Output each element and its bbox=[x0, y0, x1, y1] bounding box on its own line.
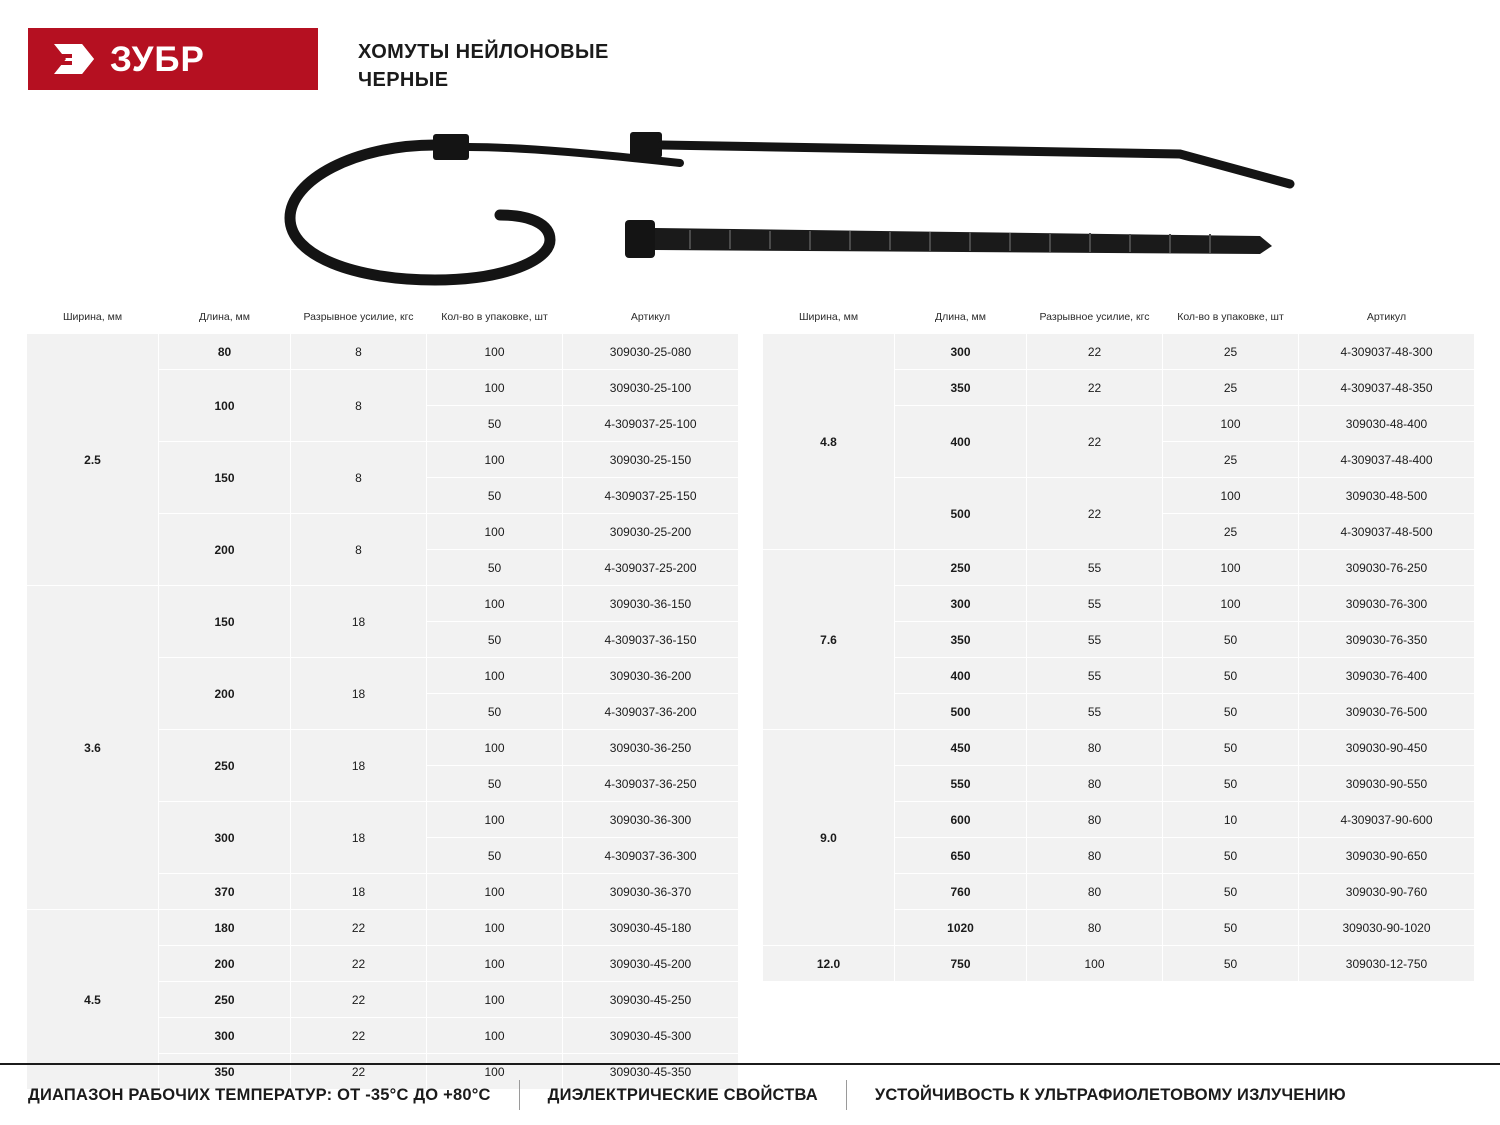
cell-qty: 50 bbox=[427, 838, 563, 874]
cell-article: 309030-90-450 bbox=[1299, 730, 1475, 766]
cell-article: 309030-36-250 bbox=[563, 730, 739, 766]
cell-force: 80 bbox=[1027, 874, 1163, 910]
cell-article: 4-309037-25-100 bbox=[563, 406, 739, 442]
cell-force: 18 bbox=[291, 658, 427, 730]
cell-force: 22 bbox=[291, 1054, 427, 1090]
cell-force: 18 bbox=[291, 802, 427, 874]
cell-article: 309030-48-500 bbox=[1299, 478, 1475, 514]
cable-tie-ribbed bbox=[625, 220, 1272, 258]
cell-qty: 100 bbox=[1163, 478, 1299, 514]
cell-length: 250 bbox=[159, 730, 291, 802]
cell-qty: 100 bbox=[427, 982, 563, 1018]
cell-article: 309030-45-180 bbox=[563, 910, 739, 946]
cell-qty: 50 bbox=[1163, 730, 1299, 766]
cell-width: 12.0 bbox=[763, 946, 895, 982]
cell-article: 4-309037-36-200 bbox=[563, 694, 739, 730]
cable-tie-looped bbox=[290, 134, 680, 280]
spec-table-right-body bbox=[763, 334, 1475, 982]
cell-length: 550 bbox=[895, 766, 1027, 802]
cell-article: 309030-76-300 bbox=[1299, 586, 1475, 622]
cell-length: 180 bbox=[159, 910, 291, 946]
cell-length: 350 bbox=[159, 1054, 291, 1090]
cell-length: 500 bbox=[895, 478, 1027, 550]
cell-length: 370 bbox=[159, 874, 291, 910]
footer-item-temperature: ДИАПАЗОН РАБОЧИХ ТЕМПЕРАТУР: ОТ -35°С ДО +80°С bbox=[28, 1085, 491, 1104]
cell-length: 350 bbox=[895, 370, 1027, 406]
cell-force: 22 bbox=[1027, 478, 1163, 550]
cell-article: 309030-36-300 bbox=[563, 802, 739, 838]
cell-article: 309030-76-500 bbox=[1299, 694, 1475, 730]
cell-length: 100 bbox=[159, 370, 291, 442]
cell-article: 4-309037-48-500 bbox=[1299, 514, 1475, 550]
cell-length: 300 bbox=[895, 586, 1027, 622]
cell-article: 309030-25-080 bbox=[563, 334, 739, 370]
col-header-article: Артикул bbox=[1299, 305, 1475, 334]
cell-qty: 100 bbox=[427, 802, 563, 838]
page-title-line-2: ЧЕРНЫЕ bbox=[358, 69, 449, 92]
cell-force: 55 bbox=[1027, 550, 1163, 586]
zubr-arrow-icon bbox=[52, 40, 96, 78]
cell-article: 4-309037-36-250 bbox=[563, 766, 739, 802]
spec-table-right bbox=[762, 305, 1475, 982]
cell-qty: 100 bbox=[427, 1018, 563, 1054]
cell-length: 300 bbox=[159, 1018, 291, 1054]
cell-length: 200 bbox=[159, 514, 291, 586]
cell-force: 55 bbox=[1027, 586, 1163, 622]
cell-qty: 50 bbox=[1163, 766, 1299, 802]
cell-length: 450 bbox=[895, 730, 1027, 766]
cell-article: 309030-90-1020 bbox=[1299, 910, 1475, 946]
cell-length: 300 bbox=[895, 334, 1027, 370]
cell-qty: 50 bbox=[1163, 946, 1299, 982]
cell-length: 500 bbox=[895, 694, 1027, 730]
cell-article: 309030-36-200 bbox=[563, 658, 739, 694]
cell-length: 350 bbox=[895, 622, 1027, 658]
cell-qty: 25 bbox=[1163, 514, 1299, 550]
cell-width: 4.5 bbox=[27, 910, 159, 1090]
cell-article: 4-309037-36-150 bbox=[563, 622, 739, 658]
cell-qty: 50 bbox=[1163, 838, 1299, 874]
spec-table-left-body bbox=[27, 334, 739, 1090]
cell-article: 309030-90-550 bbox=[1299, 766, 1475, 802]
cell-length: 400 bbox=[895, 658, 1027, 694]
cell-qty: 50 bbox=[1163, 874, 1299, 910]
col-header-length: Длина, мм bbox=[895, 305, 1027, 334]
cell-force: 80 bbox=[1027, 838, 1163, 874]
cell-article: 309030-76-250 bbox=[1299, 550, 1475, 586]
cell-qty: 100 bbox=[427, 658, 563, 694]
cell-force: 80 bbox=[1027, 910, 1163, 946]
table-row bbox=[27, 586, 739, 622]
cell-qty: 50 bbox=[1163, 622, 1299, 658]
page-title-line-1: ХОМУТЫ НЕЙЛОНОВЫЕ bbox=[358, 41, 609, 63]
cell-article: 4-309037-25-200 bbox=[563, 550, 739, 586]
cell-qty: 100 bbox=[1163, 586, 1299, 622]
cell-article: 4-309037-48-400 bbox=[1299, 442, 1475, 478]
cell-qty: 50 bbox=[1163, 910, 1299, 946]
brand-logo bbox=[28, 28, 318, 90]
cell-width: 2.5 bbox=[27, 334, 159, 586]
cell-article: 309030-45-250 bbox=[563, 982, 739, 1018]
cell-article: 4-309037-48-350 bbox=[1299, 370, 1475, 406]
cable-tie-long bbox=[630, 132, 1290, 184]
table-row bbox=[27, 910, 739, 946]
cell-length: 200 bbox=[159, 946, 291, 982]
brand-name: ЗУБР bbox=[110, 39, 205, 79]
table-header-row bbox=[763, 305, 1475, 334]
cell-length: 80 bbox=[159, 334, 291, 370]
cell-article: 309030-45-350 bbox=[563, 1054, 739, 1090]
cell-article: 309030-90-760 bbox=[1299, 874, 1475, 910]
cell-force: 22 bbox=[291, 982, 427, 1018]
cell-qty: 100 bbox=[427, 946, 563, 982]
cell-article: 4-309037-36-300 bbox=[563, 838, 739, 874]
cell-force: 18 bbox=[291, 874, 427, 910]
footer-item-dielectric: ДИЭЛЕКТРИЧЕСКИЕ СВОЙСТВА bbox=[547, 1085, 818, 1104]
cell-qty: 100 bbox=[1163, 550, 1299, 586]
cell-qty: 50 bbox=[1163, 694, 1299, 730]
cell-article: 309030-36-370 bbox=[563, 874, 739, 910]
cell-qty: 50 bbox=[427, 478, 563, 514]
cell-article: 309030-76-400 bbox=[1299, 658, 1475, 694]
cell-article: 309030-76-350 bbox=[1299, 622, 1475, 658]
col-header-force: Разрывное усилие, кгс bbox=[291, 305, 427, 334]
cell-force: 18 bbox=[291, 586, 427, 658]
col-header-qty: Кол-во в упаковке, шт bbox=[427, 305, 563, 334]
table-row bbox=[763, 334, 1475, 370]
cell-article: 309030-45-200 bbox=[563, 946, 739, 982]
cell-length: 150 bbox=[159, 442, 291, 514]
cell-force: 22 bbox=[291, 946, 427, 982]
cell-force: 8 bbox=[291, 514, 427, 586]
cell-qty: 100 bbox=[427, 514, 563, 550]
cell-qty: 50 bbox=[427, 550, 563, 586]
cell-length: 200 bbox=[159, 658, 291, 730]
cell-force: 8 bbox=[291, 370, 427, 442]
cell-force: 22 bbox=[1027, 334, 1163, 370]
cell-article: 309030-25-200 bbox=[563, 514, 739, 550]
cell-length: 400 bbox=[895, 406, 1027, 478]
cell-length: 600 bbox=[895, 802, 1027, 838]
cell-length: 300 bbox=[159, 802, 291, 874]
cell-article: 309030-36-150 bbox=[563, 586, 739, 622]
cell-force: 22 bbox=[1027, 406, 1163, 478]
col-header-length: Длина, мм bbox=[159, 305, 291, 334]
cell-qty: 100 bbox=[427, 442, 563, 478]
cell-article: 309030-90-650 bbox=[1299, 838, 1475, 874]
cell-width: 9.0 bbox=[763, 730, 895, 946]
col-header-force: Разрывное усилие, кгс bbox=[1027, 305, 1163, 334]
cell-qty: 50 bbox=[427, 766, 563, 802]
cell-length: 150 bbox=[159, 586, 291, 658]
cell-length: 250 bbox=[895, 550, 1027, 586]
cell-force: 55 bbox=[1027, 694, 1163, 730]
table-header-row bbox=[27, 305, 739, 334]
cell-force: 8 bbox=[291, 334, 427, 370]
cell-article: 4-309037-25-150 bbox=[563, 478, 739, 514]
cell-article: 309030-48-400 bbox=[1299, 406, 1475, 442]
col-header-width: Ширина, мм bbox=[27, 305, 159, 334]
cell-force: 22 bbox=[291, 1018, 427, 1054]
cell-qty: 50 bbox=[427, 622, 563, 658]
cell-force: 80 bbox=[1027, 730, 1163, 766]
table-row bbox=[763, 550, 1475, 586]
cell-article: 309030-25-150 bbox=[563, 442, 739, 478]
cell-article: 4-309037-48-300 bbox=[1299, 334, 1475, 370]
cell-article: 309030-12-750 bbox=[1299, 946, 1475, 982]
col-header-article: Артикул bbox=[563, 305, 739, 334]
cell-length: 1020 bbox=[895, 910, 1027, 946]
cell-force: 22 bbox=[291, 910, 427, 946]
cell-length: 250 bbox=[159, 982, 291, 1018]
cell-qty: 100 bbox=[427, 334, 563, 370]
cell-length: 760 bbox=[895, 874, 1027, 910]
cell-force: 80 bbox=[1027, 802, 1163, 838]
col-header-width: Ширина, мм bbox=[763, 305, 895, 334]
cell-length: 650 bbox=[895, 838, 1027, 874]
cell-qty: 25 bbox=[1163, 334, 1299, 370]
page-footer bbox=[0, 1063, 1500, 1125]
cell-width: 7.6 bbox=[763, 550, 895, 730]
table-row bbox=[763, 946, 1475, 982]
cell-width: 4.8 bbox=[763, 334, 895, 550]
cell-force: 100 bbox=[1027, 946, 1163, 982]
cell-qty: 100 bbox=[1163, 406, 1299, 442]
cell-qty: 50 bbox=[427, 694, 563, 730]
cell-article: 309030-45-300 bbox=[563, 1018, 739, 1054]
cell-article: 4-309037-90-600 bbox=[1299, 802, 1475, 838]
cell-qty: 50 bbox=[427, 406, 563, 442]
cell-article: 309030-25-100 bbox=[563, 370, 739, 406]
cell-qty: 100 bbox=[427, 730, 563, 766]
table-row bbox=[763, 730, 1475, 766]
footer-item-uv: УСТОЙЧИВОСТЬ К УЛЬТРАФИОЛЕТОВОМУ ИЗЛУЧЕНИЮ bbox=[874, 1085, 1346, 1104]
cell-qty: 100 bbox=[427, 910, 563, 946]
cell-force: 55 bbox=[1027, 658, 1163, 694]
product-illustration bbox=[250, 120, 1310, 295]
cell-force: 55 bbox=[1027, 622, 1163, 658]
cell-qty: 100 bbox=[427, 874, 563, 910]
cell-force: 22 bbox=[1027, 370, 1163, 406]
cell-qty: 100 bbox=[427, 586, 563, 622]
cell-qty: 100 bbox=[427, 370, 563, 406]
col-header-qty: Кол-во в упаковке, шт bbox=[1163, 305, 1299, 334]
cell-length: 750 bbox=[895, 946, 1027, 982]
table-row bbox=[27, 334, 739, 370]
page-title bbox=[358, 38, 609, 95]
cell-qty: 100 bbox=[427, 1054, 563, 1090]
cell-force: 8 bbox=[291, 442, 427, 514]
cell-force: 18 bbox=[291, 730, 427, 802]
cell-qty: 50 bbox=[1163, 658, 1299, 694]
page-header bbox=[0, 0, 1500, 120]
cell-force: 80 bbox=[1027, 766, 1163, 802]
cell-qty: 25 bbox=[1163, 442, 1299, 478]
cell-qty: 10 bbox=[1163, 802, 1299, 838]
cell-qty: 25 bbox=[1163, 370, 1299, 406]
cell-width: 3.6 bbox=[27, 586, 159, 910]
spec-table-left bbox=[26, 305, 739, 1090]
